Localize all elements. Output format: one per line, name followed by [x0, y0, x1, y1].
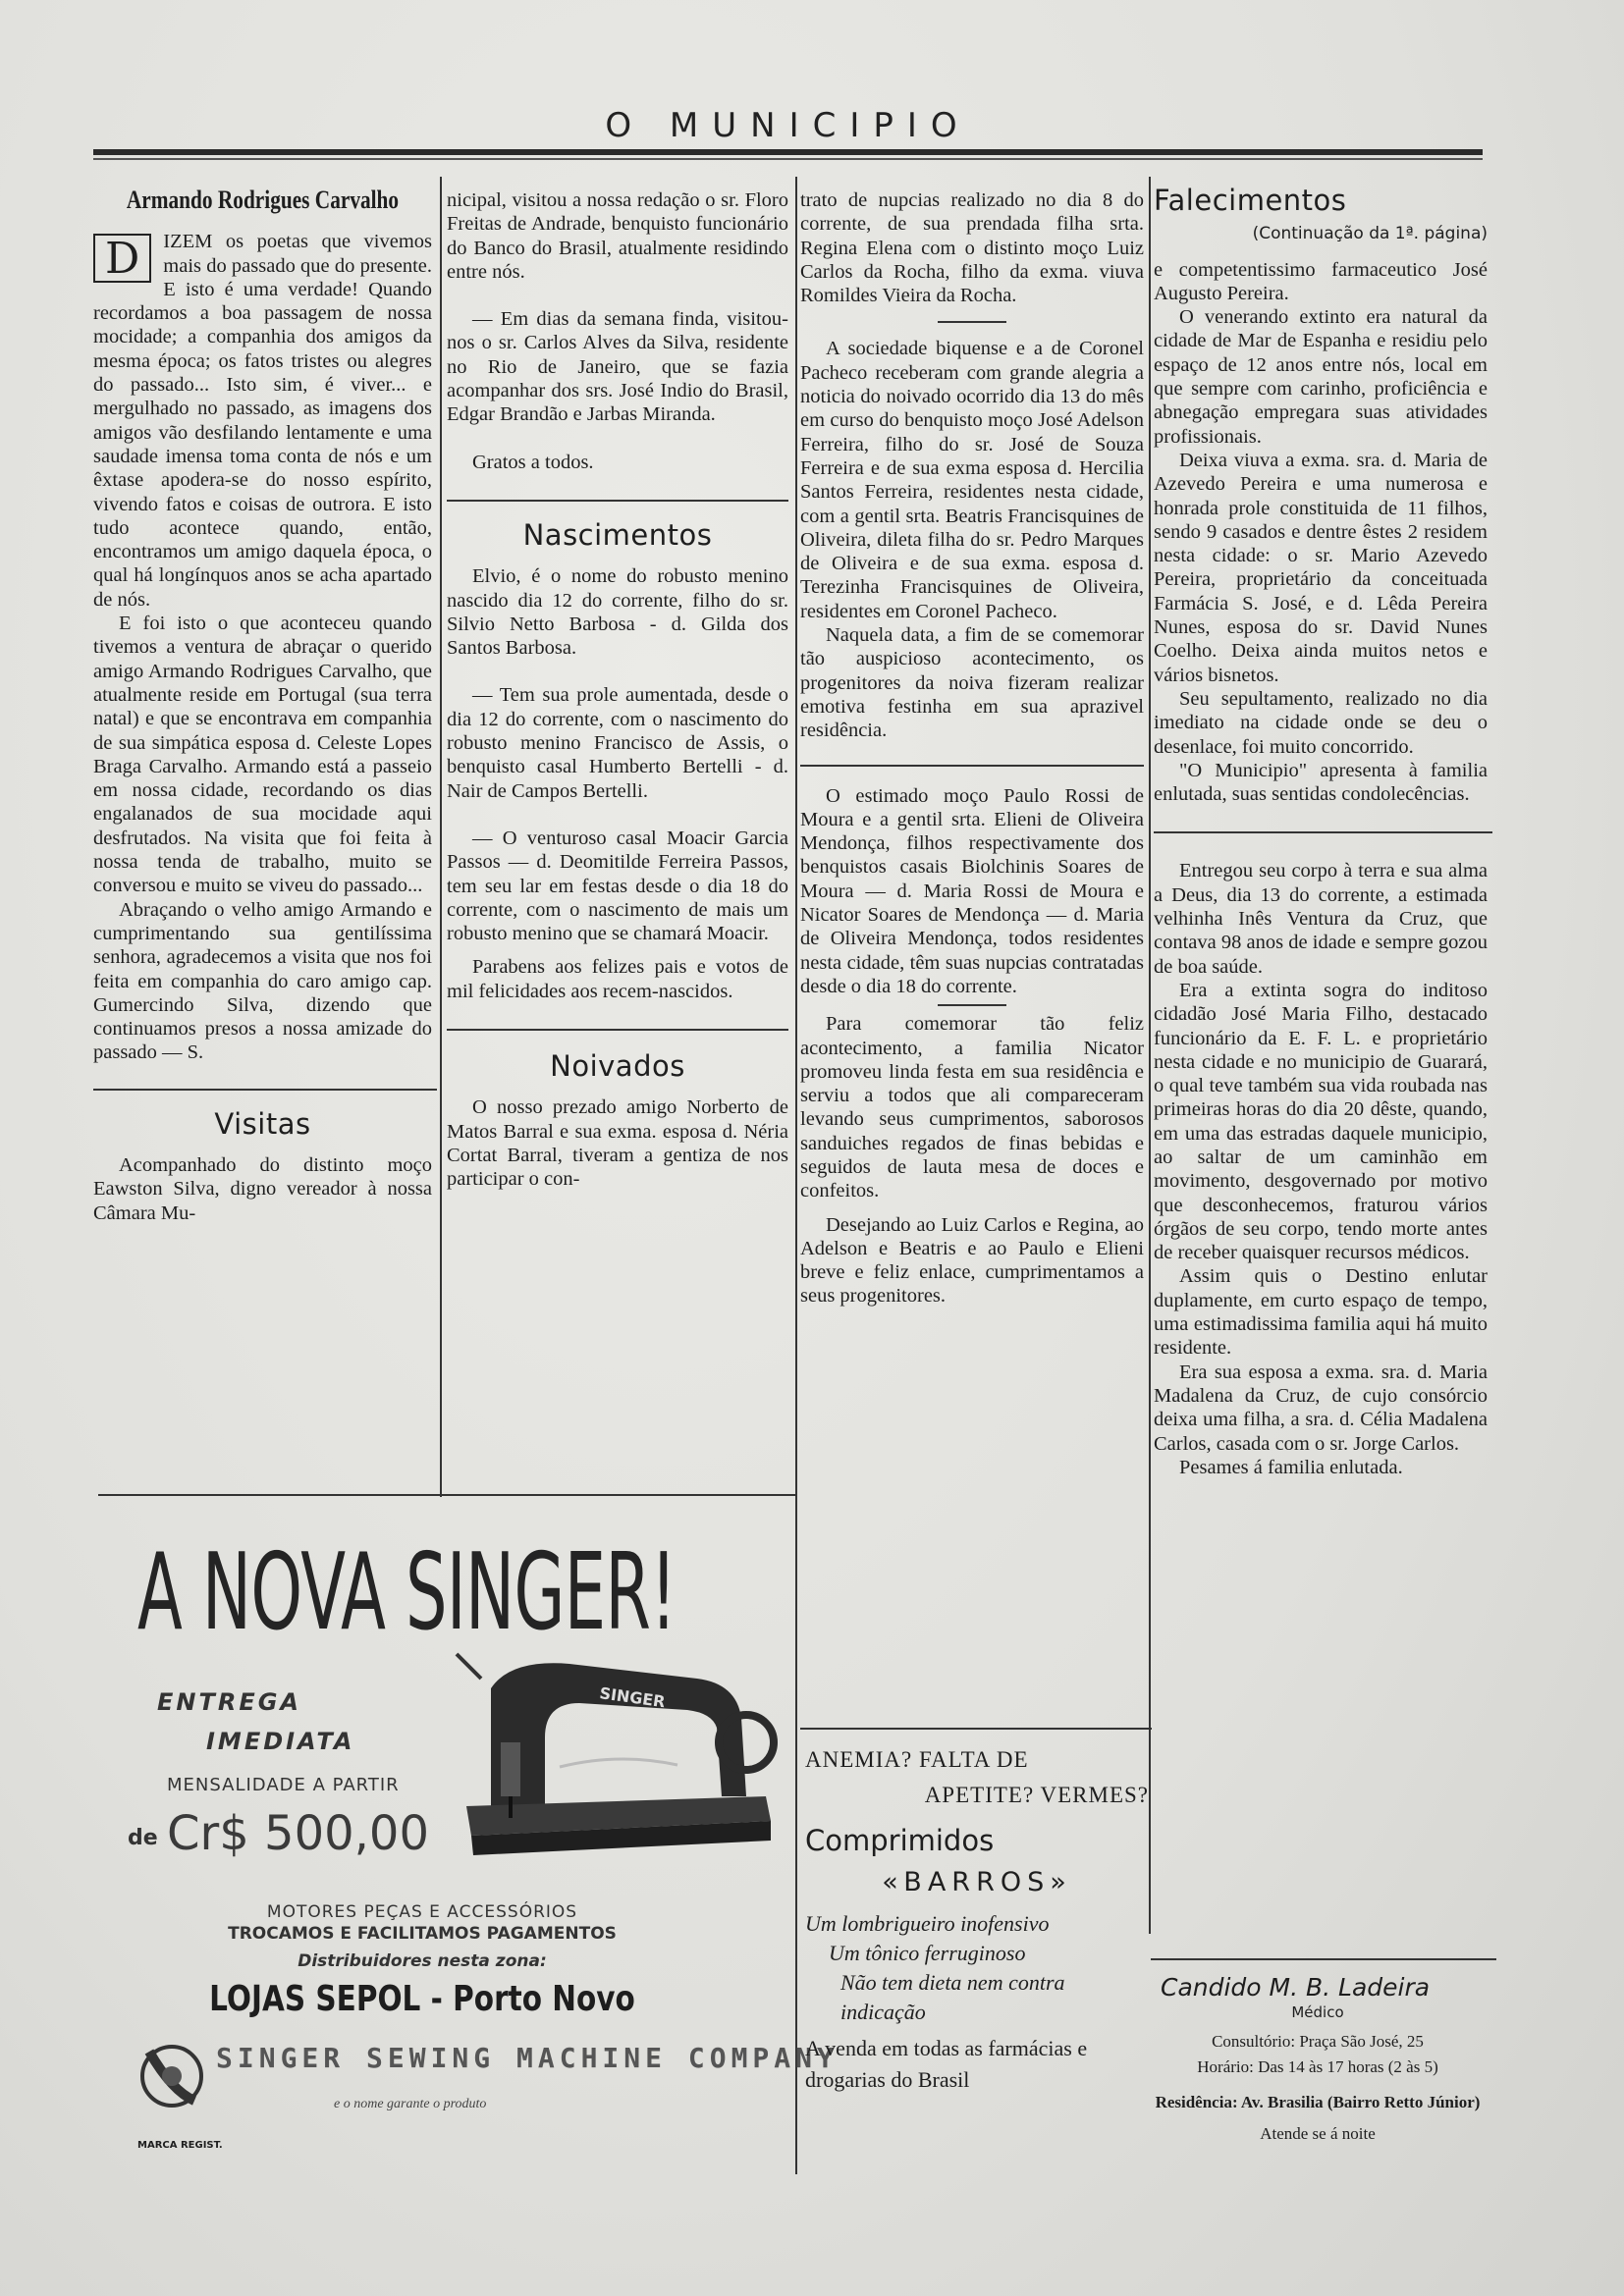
machine-brand-label: SINGER: [598, 1683, 667, 1712]
barros-advertisement: [805, 1747, 1149, 2096]
article-title: Armando Rodrigues Carvalho: [126, 186, 400, 214]
section-rule: [93, 1089, 437, 1091]
doctor-name: Candido M. B. Ladeira: [1161, 1973, 1431, 2002]
article-paragraph: — Tem sua prole aumentada, desde o dia 12 do corrente, com o nascimento do robusto menino Francisco de Assis, o benquisto casal Humberto Bertelli - d. Nair de Campos Bertelli.: [447, 684, 788, 802]
singer-logo-icon: [137, 2032, 206, 2140]
article-paragraph: "O Municipio" apresenta à familia enlutada, suas sentidas condolecências.: [1154, 759, 1488, 806]
ad-top-rule: [1151, 1958, 1496, 1960]
section-title-falecimentos: Falecimentos: [1154, 184, 1347, 217]
ad-top-rule: [800, 1728, 1152, 1730]
column-1: [93, 188, 432, 1225]
article-paragraph: Parabens aos felizes pais e votos de mil felicidades aos recem-nascidos.: [447, 956, 788, 1002]
article-paragraph: Naquela data, a fim de se comemorar tão auspicioso acontecimento, os progenitores da noiva fizeram realizar emotiva festinha em sua aprazivel residência.: [800, 624, 1144, 742]
singer-advertisement: [98, 1522, 839, 2160]
mensalidade-text: MENSALIDADE A PARTIR: [167, 1775, 400, 1795]
section-rule: [1154, 831, 1492, 833]
column-rule: [795, 177, 797, 2174]
masthead-rule-thin: [93, 158, 1483, 160]
lojas-sepol-text: LOJAS SEPOL - Porto Novo: [209, 1979, 635, 2019]
ad-top-rule: [98, 1494, 797, 1496]
article-paragraph: e competentissimo farmaceutico José Augusto Pereira.: [1154, 258, 1488, 304]
motores-text: MOTORES PEÇAS E ACCESSÓRIOS: [266, 1902, 578, 1922]
continuation-note: (Continuação da 1ª. página): [1252, 224, 1488, 244]
article-paragraph: Pesames á familia enlutada.: [1179, 1456, 1403, 1478]
article-paragraph: nicipal, visitou a nossa redação o sr. Floro Freitas de Andrade, benquisto funcionário do Banco do Brasil, atualmente residindo entre nós.: [447, 189, 788, 283]
article-paragraph: [93, 230, 432, 612]
article-paragraph: — Em dias da semana finda, visitou-nos o sr. Carlos Alves da Silva, residente no Rio de Janeiro, que se fazia acompanhar dos srs. José Indio do Brasil, Edgar Brandão e Jarbas Miranda.: [447, 308, 788, 426]
article-paragraph: Assim quis o Destino enlutar duplamente, em curto espaço de tempo, uma estimadissima familia aqui há muito residente.: [1154, 1265, 1488, 1360]
section-title-noivados: Noivados: [550, 1049, 685, 1084]
sewing-machine-icon: [452, 1649, 785, 1865]
entrega-text: ENTREGA: [157, 1688, 301, 1716]
singer-company-text: SINGER SEWING MACHINE COMPANY: [216, 2042, 839, 2074]
article-paragraph: O estimado moço Paulo Rossi de Moura e a gentil srta. Elieni de Oliveira Mendonça, filhos respectivamente dos benquistos casais Biolchinis Soares de Moura — d. Maria Rossi de Moura e Nicator Soares de Mendonça — d. Maria de Oliveira Mendonça, todos residentes nesta cidade, têm suas nupcias contratadas desde o dia 18 do corrente.: [800, 784, 1144, 997]
slogan-text: e o nome garante o produto: [334, 2097, 487, 2111]
section-title-visitas: Visitas: [214, 1106, 311, 1141]
barros-line-1: ANEMIA? FALTA DE: [805, 1747, 1029, 1772]
imediata-text: IMEDIATA: [206, 1728, 355, 1755]
barros-brand: «BARROS»: [882, 1867, 1072, 1897]
distribuidores-text: Distribuidores nesta zona:: [298, 1951, 547, 1971]
masthead-rule: [93, 149, 1483, 155]
article-paragraph: Elvio, é o nome do robusto menino nascido dia 12 do corrente, filho do sr. Silvio Netto Barbosa - d. Gilda dos Santos Barbosa.: [447, 565, 788, 660]
trocamos-text: TROCAMOS E FACILITAMOS PAGAMENTOS: [228, 1924, 617, 1944]
marca-registrada: MARCA REGIST.: [137, 2140, 223, 2151]
article-paragraph: Era sua esposa a exma. sra. d. Maria Madalena da Cruz, de cujo consórcio deixa uma filha, a sra. d. Célia Madalena Carlos, casada com o sr. Jorge Carlos.: [1154, 1361, 1488, 1455]
column-rule: [440, 177, 442, 1497]
doctor-atende: Atende se á noite: [1260, 2124, 1376, 2143]
article-paragraph: — O venturoso casal Moacir Garcia Passos — d. Deomitilde Ferreira Passos, tem seu lar em festas desde o dia 18 do corrente, com o nascimento de mais um robusto menino que se chamará Moacir.: [447, 827, 788, 945]
singer-headline: A NOVA SINGER!: [137, 1531, 677, 1654]
section-rule: [447, 1029, 788, 1031]
section-rule: [447, 500, 788, 502]
column-3: [800, 188, 1144, 1308]
column-2: [447, 188, 788, 1192]
barros-claim-1: Um lombrigueiro inofensivo: [805, 1911, 1050, 1936]
article-paragraph: Entregou seu corpo à terra e sua alma a Deus, dia 13 do corrente, a estimada velhinha Inês Ventura da Cruz, que contava 98 anos de idade e sempre gozou de boa saúde.: [1154, 860, 1488, 978]
article-paragraph: O venerando extinto era natural da cidade de Mar de Espanha e residiu pelo espaço de 12 anos entre nós, local em que sempre com carinho, proficiência e abnegação empregara suas atividades profissionais.: [1154, 306, 1488, 448]
article-paragraph: Era a extinta sogra do inditoso cidadão José Maria Filho, destacado funcionário da E. F. L. e proprietário nesta cidade e no municipio de Guarará, o qual teve também sua vida roubada nas primeiras horas do dia 20 dêste, quando, em uma das estradas daquele municipio, ao saltar de um caminhão em movimento, desgovernado por motivo que desconhecemos, fraturou vários órgãos de seu corpo, tendo morte antes de receber quaisquer recursos médicos.: [1154, 979, 1488, 1264]
barros-venda: A venda em todas as farmácias e drogarias do Brasil: [805, 2036, 1088, 2092]
price-prefix: de: [128, 1826, 158, 1850]
doctor-consultorio: Consultório: Praça São José, 25: [1212, 2032, 1424, 2051]
small-divider: [938, 1004, 1006, 1006]
article-paragraph: Abraçando o velho amigo Armando e cumprimentando sua gentilíssima senhora, agradecemos a visita que nos foi feita em companhia do caro amigo cap. Gumercindo Silva, dizendo que continuamos presos a nossa amizade do passado — S.: [93, 898, 432, 1064]
column-4: [1154, 184, 1488, 1479]
price-text: Cr$ 500,00: [167, 1806, 429, 1861]
drop-cap: D: [93, 234, 151, 283]
barros-comprimidos: Comprimidos: [805, 1824, 995, 1857]
doctor-horario: Horário: Das 14 às 17 horas (2 às 5): [1197, 2057, 1438, 2076]
doctor-role: Médico: [1291, 2003, 1344, 2021]
section-title-nascimentos: Nascimentos: [522, 517, 713, 552]
section-rule: [800, 765, 1144, 767]
barros-claim-3: Não tem dieta nem contra indicação: [840, 1970, 1065, 2024]
article-paragraph: A sociedade biquense e a de Coronel Pacheco receberam com grande alegria a noticia do noivado ocorrido dia 13 do mês em curso do benquisto moço José Adelson Ferreira, filho do sr. José de Souza Ferreira e de sua exma esposa d. Hercilia Santos Ferreira, residentes nesta cidade, com a gentil srta. Beatris Francisquines de Oliveira, dileta filha do sr. Pedro Marques de Oliveira e de sua exma. esposa d. Terezinha Francisquines de Oliveira, residentes em Coronel Pacheco.: [800, 338, 1144, 622]
article-paragraph: Deixa viuva a exma. sra. d. Maria de Azevedo Pereira e uma numerosa e honrada prole constituida de 11 filhos, sendo 9 casados e dentre êstes 2 residem nesta cidade: o sr. Mario Azevedo Pereira, proprietário da conceituada Farmácia S. José, e d. Lêda Pereira Nunes, esposa do sr. David Nunes Coelho. Deixa ainda muitos netos e vários bisnetos.: [1154, 449, 1488, 686]
article-paragraph: E foi isto o que aconteceu quando tivemos a ventura de abraçar o querido amigo Armando Rodrigues Carvalho, que atualmente reside em Portugal (sua terra natal) e que se encontrava em companhia de sua simpática esposa d. Celeste Lopes Braga Carvalho. Armando está a passeio em nossa cidade, recordando os dias engalanados de sua mocidade aqui desfrutados. Na visita que foi feita à nossa tenda de trabalho, muito se conversou e muito se viveu do passado...: [93, 613, 432, 897]
article-paragraph: O nosso prezado amigo Norberto de Matos Barral e sua exma. esposa d. Néria Cortat Barral, tiveram a gentiza de nos participar o con-: [447, 1096, 788, 1191]
article-paragraph: Acompanhado do distinto moço Eawston Silva, digno vereador à nossa Câmara Mu-: [93, 1153, 432, 1224]
small-divider: [938, 321, 1006, 323]
barros-claim-2: Um tônico ferruginoso: [829, 1941, 1026, 1965]
article-paragraph: Para comemorar tão feliz acontecimento, a familia Nicator promoveu linda festa em sua residência e serviu a todos que ali compareceram levando seus cumprimentos, saborosos sanduiches regados de finas bebidas e seguidos de lauta mesa de doces e confeitos.: [800, 1013, 1144, 1202]
article-paragraph: Desejando ao Luiz Carlos e Regina, ao Adelson e Beatris e ao Paulo e Elieni breve e feliz enlace, cumprimentamos a seus progenitores.: [800, 1213, 1144, 1308]
article-paragraph: Seu sepultamento, realizado no dia imediato na cidade onde se deu o desenlace, foi muito concorrido.: [1154, 687, 1488, 758]
doctor-card: [1151, 1973, 1485, 2147]
column-rule: [1149, 177, 1151, 1934]
barros-line-2: APETITE? VERMES?: [924, 1783, 1149, 1807]
paragraph-text: IZEM os poetas que vivemos mais do passado que do presente. E isto é uma verdade! Quando recordamos a boa passagem de nossa mocidade; a companhia dos amigos da mesma época; os fatos tristes ou alegres do passado... Isto sim, é viver... e mergulhado no passado, as imagens dos amigos vão desfilando lentamente e uma saudade imensa toma conta de nós e um êxtase apodera-se do nosso espírito, vivendo fatos e coisas de outrora. E isto tudo acontece quando, então, encontramos um amigo daquela época, o qual há longínquos anos se acha apartado de nós.: [93, 231, 432, 611]
article-paragraph: Gratos a todos.: [472, 451, 594, 473]
article-paragraph: trato de nupcias realizado no dia 8 do corrente, de sua prendada filha srta. Regina Elena com o distinto moço Luiz Carlos da Rocha, filho da exma. viuva Romildes Vieira da Rocha.: [800, 189, 1144, 307]
masthead-title: O MUNICIPIO: [605, 106, 971, 145]
doctor-residencia: Residência: Av. Brasilia (Bairro Retto Júnior): [1155, 2093, 1481, 2111]
